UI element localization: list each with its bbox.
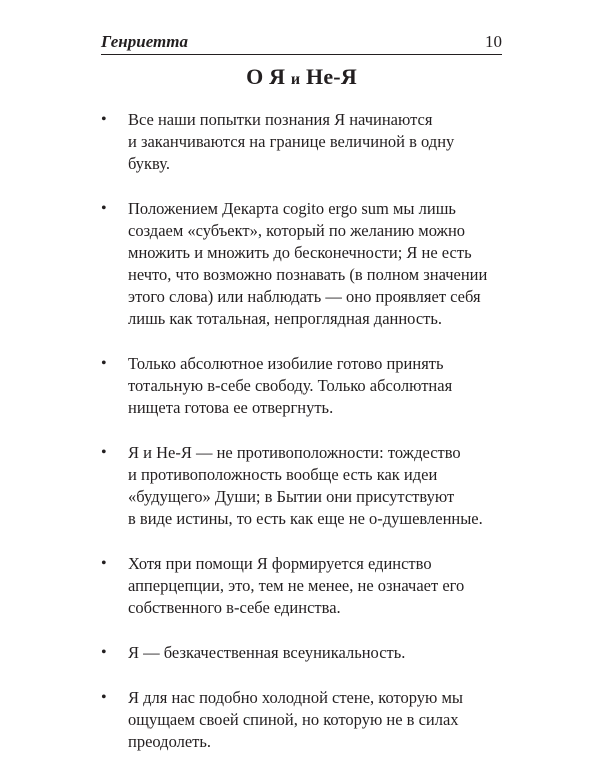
bullet-icon: •	[101, 444, 107, 461]
text-line: преодолеть.	[128, 732, 212, 751]
list-item-text	[128, 687, 511, 753]
list-item	[101, 109, 511, 175]
list-item-text	[128, 198, 511, 330]
text-line: и противоположность вообще есть как идеи	[128, 465, 438, 484]
list-item-text	[128, 553, 511, 619]
bullet-icon: •	[101, 555, 107, 572]
text-line: «будущего» Души; в Бытии они присутствуют	[128, 487, 455, 506]
list-item-text	[128, 642, 511, 664]
list-item	[101, 642, 511, 664]
chapter-title-part2: Не-Я	[306, 64, 357, 89]
text-line: собственного в-себе единства.	[128, 598, 341, 617]
text-line: Все наши попытки познания Я начинаются	[128, 110, 433, 129]
text-line: тотальную в-себе свободу. Только абсолютная	[128, 376, 453, 395]
text-line: Положением Декарта cogito ergo sum мы лишь	[128, 199, 456, 218]
text-line: этого слова) или наблюдать — оно проявляет себя	[128, 287, 481, 306]
list-item-text	[128, 353, 511, 419]
text-line: нечто, что возможно познавать (в полном значении	[128, 265, 488, 284]
list-item-text	[128, 442, 511, 530]
text-line: создаем «субъект», который по желанию можно	[128, 221, 466, 240]
text-line: Я для нас подобно холодной стене, которую мы	[128, 688, 463, 707]
list-item	[101, 442, 511, 530]
text-line: ощущаем своей спиной, но которую не в силах	[128, 710, 459, 729]
page-number: 10	[485, 32, 502, 51]
list-item	[101, 198, 511, 330]
text-line: Хотя при помощи Я формируется единство	[128, 554, 432, 573]
chapter-title-and: и	[290, 71, 301, 88]
bullet-icon: •	[101, 111, 107, 128]
list-item	[101, 553, 511, 619]
text-line: в виде истины, то есть как еще не о-душевленные.	[128, 509, 483, 528]
bullet-icon: •	[101, 200, 107, 217]
bullet-icon: •	[101, 689, 107, 706]
text-line: Я и Не-Я — не противоположности: тождество	[128, 443, 461, 462]
chapter-title	[101, 64, 502, 90]
chapter-title-part1: О Я	[246, 64, 286, 89]
text-line: лишь как тотальная, непроглядная данность.	[128, 309, 443, 328]
text-line: и заканчиваются на границе величиной в одну	[128, 132, 455, 151]
text-line: букву.	[128, 154, 170, 173]
text-line: Только абсолютное изобилие готово принять	[128, 354, 444, 373]
text-line: нищета готова ее отвергнуть.	[128, 398, 334, 417]
list-item-text	[128, 109, 511, 175]
list-item	[101, 687, 511, 753]
bullet-icon: •	[101, 355, 107, 372]
bullet-icon: •	[101, 644, 107, 661]
running-title: Генриетта	[101, 32, 188, 51]
list-item	[101, 353, 511, 419]
text-line: множить и множить до бесконечности; Я не есть	[128, 243, 472, 262]
text-line: Я — безкачественная всеуникальность.	[128, 643, 406, 662]
running-header	[101, 30, 502, 55]
text-line: апперцепции, это, тем не менее, не означает его	[128, 576, 465, 595]
aphorism-list	[101, 109, 511, 776]
